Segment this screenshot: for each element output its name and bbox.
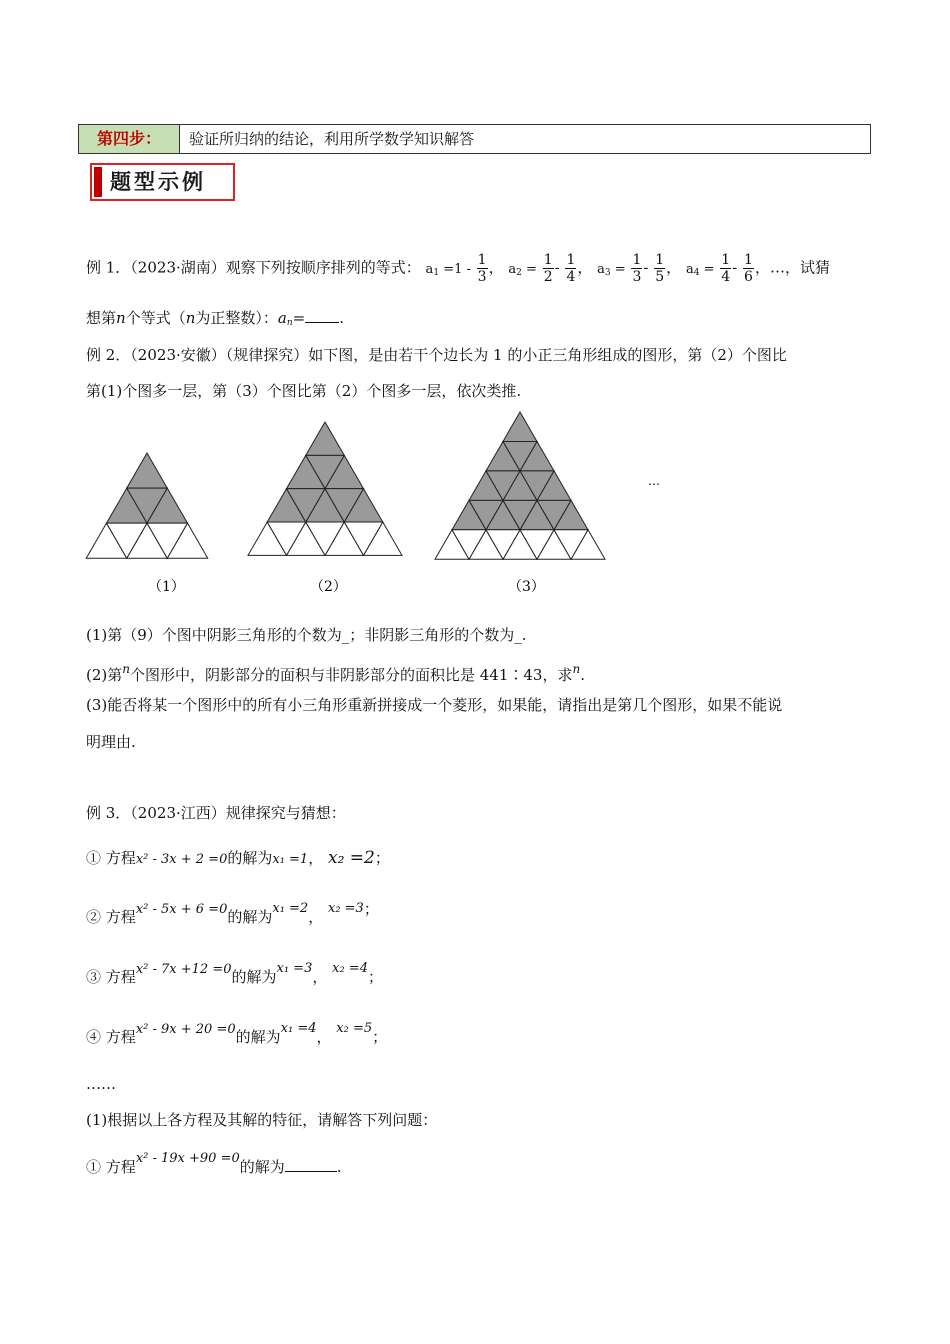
triangle-figures — [80, 405, 700, 605]
step-table — [78, 124, 871, 154]
figure-1 — [86, 453, 208, 558]
figure-1-label: （1） — [148, 579, 185, 595]
example-1-line-2: 想第n个等式（n为正整数）：$a_n=$ . — [86, 309, 344, 328]
figure-2 — [248, 422, 402, 555]
figure-ellipsis: … — [648, 474, 660, 488]
example-1-line-1: 例 1．（2023·湖南）观察下列按顺序排列的等式： $a_1 =1$ - $\frac{1}{3}$ ， $a_2$ = $\frac{1}{2}$ - $\frac{1}{4}$ ， $a_3$ = $\frac{1}{3}$ - $\frac{1}{5}$ ， $a_4$ = $\frac{1}{4}$ - $\frac{1}{6}$ ，…，试猜 — [86, 252, 830, 285]
banner-title: 题型示例 — [110, 170, 206, 194]
answer-blank — [305, 308, 339, 323]
answer-blank-2 — [285, 1157, 337, 1172]
ex1-tail: ，…，试猜 — [754, 258, 830, 277]
ex3-item-2: ② 方程x² - 5x + 6 =0的解为x₁ =2， x₂ =3； — [86, 900, 379, 926]
ex3-q1: (1)根据以上各方程及其解的特征，请解答下列问题： — [86, 1111, 438, 1129]
figure-2-label: （2） — [310, 579, 347, 595]
example-2-line-2: 第(1)个图多一层，第（3）个图比第（2）个图多一层，依次类推. — [86, 382, 522, 400]
small-triangle — [306, 422, 345, 455]
ex1-eq1: $a_1 =1$ - — [425, 261, 471, 278]
ex1-prefix: 例 1．（2023·湖南）观察下列按顺序排列的等式： — [86, 258, 421, 277]
small-triangle — [503, 412, 537, 441]
step-text: 验证所归纳的结论，利用所学数学知识解答 — [189, 130, 475, 148]
ex3-dots: …… — [86, 1075, 116, 1093]
ex1-eq2: $a_2$ = — [508, 261, 537, 278]
ex1-eq4: $a_4$ = — [685, 261, 715, 278]
figure-3 — [435, 412, 605, 559]
ex3-item-3: ③ 方程x² - 7x +12 =0的解为x₁ =3， x₂ =4； — [86, 961, 383, 986]
example-2-q2: (2)第$^n$个图形中，阴影部分的面积与非阴影部分的面积比是 441∶43，求$^n$. — [86, 662, 585, 684]
example-3-title: 例 3．（2023·江西）规律探究与猜想： — [86, 804, 346, 822]
section-banner — [90, 163, 235, 201]
example-2-q1: (1)第（9）个图中阴影三角形的个数为_；非阴影三角形的个数为_. — [86, 626, 527, 644]
example-2-q3-line-2: 明理由. — [86, 733, 136, 751]
ex1-eq1-frac: $\frac{1}{3}$ — [477, 252, 487, 285]
step-label: 第四步： — [79, 125, 180, 153]
banner-bar — [94, 167, 102, 197]
ex3-item-4: ④ 方程x² - 9x + 20 =0的解为x₁ =4， x₂ =5； — [86, 1021, 388, 1046]
small-triangle — [127, 453, 168, 488]
ex1-eq3: $a_3$ = — [597, 261, 626, 278]
example-2-q3-line-1: (3)能否将某一个图形中的所有小三角形重新拼接成一个菱形，如果能，请指出是第几个图形，如果不能说 — [86, 696, 783, 714]
example-2-line-1: 例 2．（2023·安徽）（规律探究）如下图，是由若干个边长为 1 的小正三角形组成的图形，第（2）个图比 — [86, 346, 787, 364]
ex3-item-1: ① 方程x² - 3x + 2 =0的解为x₁ =1， x₂ =2； — [86, 848, 390, 868]
ex3-q1-item: ① 方程x² - 19x +90 =0的解为 . — [86, 1151, 342, 1176]
figure-3-label: （3） — [508, 579, 545, 595]
